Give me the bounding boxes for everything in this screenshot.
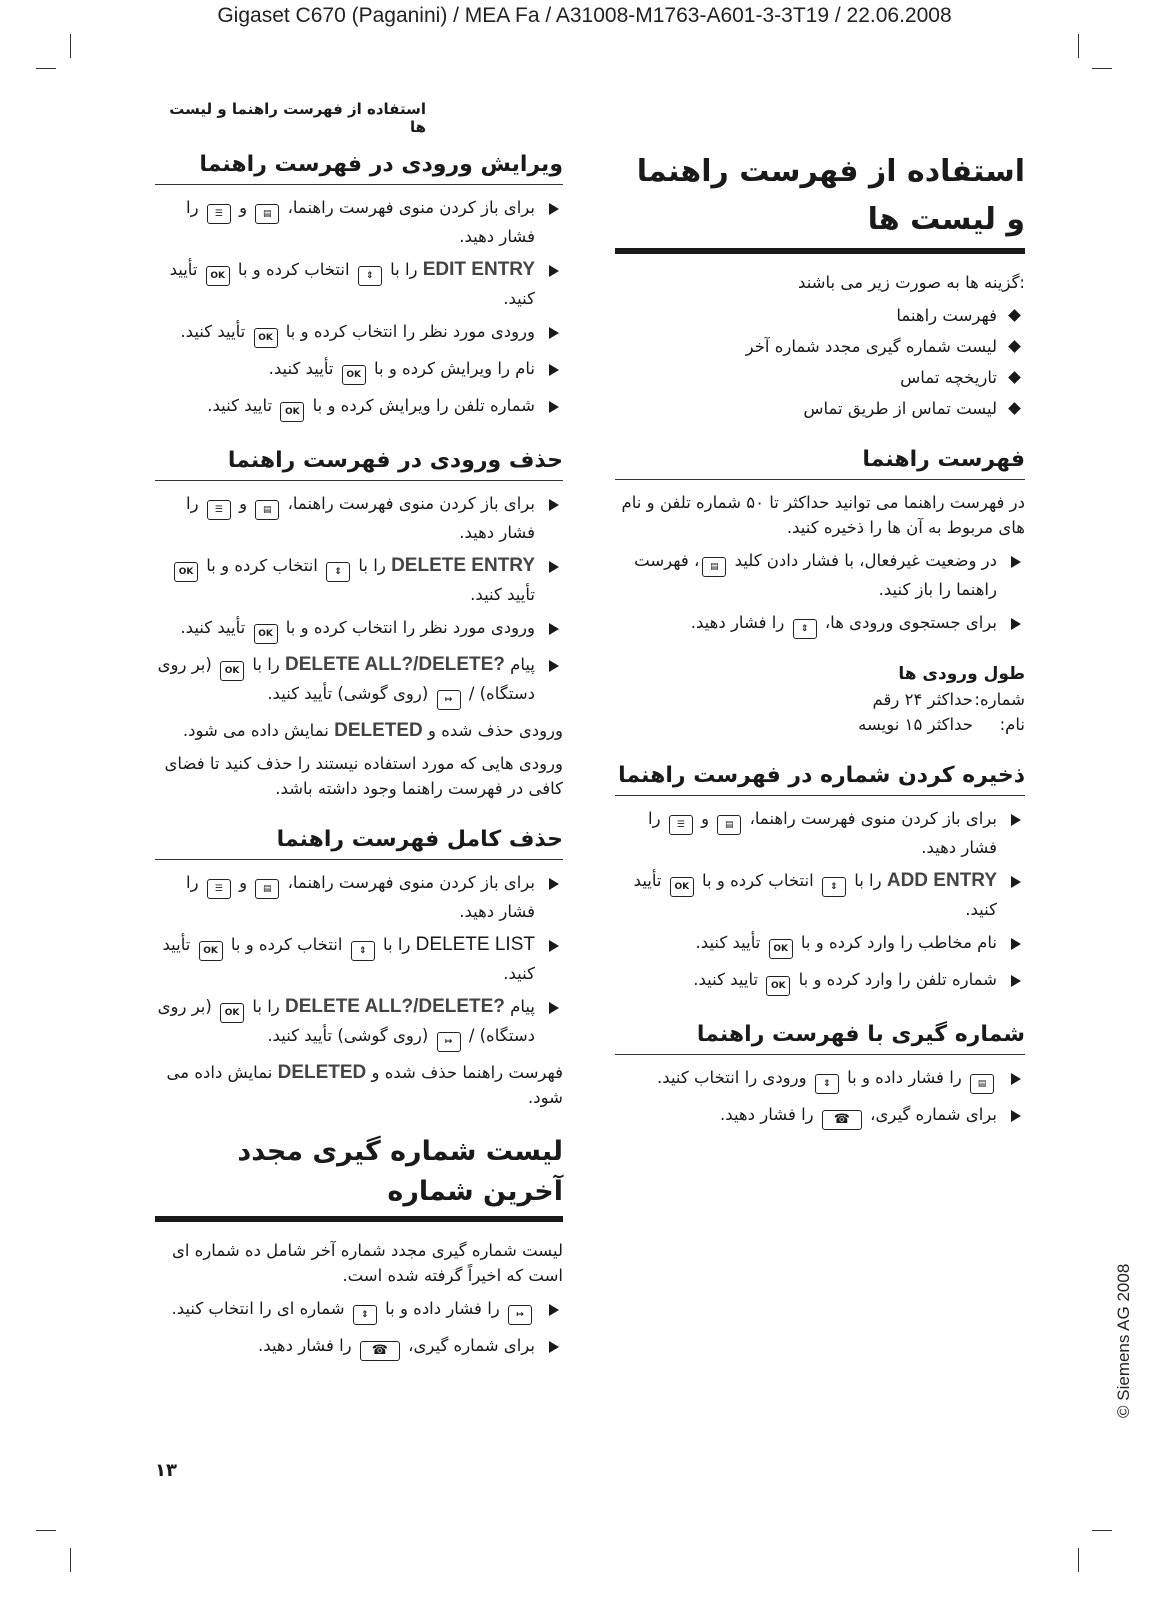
- ok-key-icon: OK: [769, 939, 793, 959]
- note: ورودی حذف شده و DELETED نمایش داده می شود.: [182, 720, 563, 741]
- talk-key-icon: ☎: [822, 1110, 862, 1130]
- navigation-key-icon: ⇕: [822, 877, 846, 897]
- step-item: پیام DELETE ALL?/DELETE? را با OK (بر روی دستگاه) / ↦ (روی گوشی) تأیید کنید.: [155, 652, 563, 710]
- crop-mark: [70, 1548, 71, 1572]
- ok-key-icon: OK: [342, 365, 366, 385]
- page-number: ۱۳: [155, 1460, 177, 1481]
- navigation-key-icon: ⇕: [815, 1074, 839, 1094]
- talk-key-icon: ☎: [360, 1341, 400, 1361]
- note: فهرست راهنما حذف شده و DELETED نمایش داده می شود.: [166, 1062, 563, 1107]
- ok-key-icon: OK: [254, 328, 278, 348]
- phonebook-key-icon: ▤: [255, 500, 279, 520]
- step-item: برای باز کردن منوی فهرست راهنما، ▤ و ☰ را فشار دهید.: [615, 806, 1025, 860]
- section-delete-list: [155, 823, 563, 1110]
- crop-mark: [36, 68, 56, 69]
- step-item: ورودی مورد نظر را انتخاب کرده و با OK تأیید کنید.: [155, 615, 563, 644]
- crop-mark: [1092, 68, 1112, 69]
- section-edit-entry: [155, 148, 563, 422]
- ok-key-icon: OK: [280, 402, 304, 422]
- length-row: نام: حداکثر ۱۵ نویسه: [858, 715, 1025, 734]
- phonebook-key-icon: ▤: [970, 1074, 994, 1094]
- ok-key-icon: OK: [199, 941, 223, 961]
- list-item: تاریخچه تماس: [615, 365, 1025, 390]
- navigation-key-icon: ⇕: [353, 1305, 377, 1325]
- document-header: Gigaset C670 (Paganini) / MEA Fa / A31008-M1763-A601-3-3T19 / 22.06.2008: [217, 4, 952, 27]
- section-title: فهرست راهنما: [615, 443, 1025, 480]
- subsection-title: طول ورودی ها: [898, 664, 1025, 684]
- step-item: برای جستجوی ورودی ها، ⇕ را فشار دهید.: [615, 610, 1025, 639]
- section-title: ذخیره کردن شماره در فهرست راهنما: [615, 759, 1025, 796]
- step-item: ADD ENTRY را با ⇕ انتخاب کرده و با OK تأیید کنید.: [615, 868, 1025, 922]
- length-row: شماره: حداکثر ۲۴ رقم: [872, 690, 1025, 709]
- crop-mark: [1078, 34, 1079, 58]
- ok-key-icon: OK: [174, 562, 198, 582]
- step-item: شماره تلفن را وارد کرده و با OK تایید کنید.: [615, 967, 1025, 996]
- section-title: ویرایش ورودی در فهرست راهنما: [155, 148, 563, 185]
- crop-mark: [70, 34, 71, 58]
- ok-key-icon: OK: [206, 266, 230, 286]
- step-item: ورودی مورد نظر را انتخاب کرده و با OK تأیید کنید.: [155, 319, 563, 348]
- redial-key-icon: ↦: [437, 690, 461, 710]
- ok-key-icon: OK: [254, 624, 278, 644]
- step-item: برای باز کردن منوی فهرست راهنما، ▤ و ☰ را فشار دهید.: [155, 195, 563, 249]
- navigation-key-icon: ⇕: [793, 619, 817, 639]
- section-phonebook: [615, 443, 1025, 639]
- section-entry-lengths: [615, 661, 1025, 737]
- step-item: DELETE LIST را با ⇕ انتخاب کرده و با OK تأیید کنید.: [155, 932, 563, 986]
- phonebook-key-icon: ▤: [717, 815, 741, 835]
- section-title: حذف ورودی در فهرست راهنما: [155, 444, 563, 481]
- copyright-notice: © Siemens AG 2008: [1114, 1263, 1133, 1418]
- menu-key-icon: ☰: [207, 204, 231, 224]
- phonebook-key-icon: ▤: [255, 879, 279, 899]
- navigation-key-icon: ⇕: [358, 266, 382, 286]
- note: ورودی هایی که مورد استفاده نیستند را حذف کنید تا فضای کافی در فهرست راهنما وجود داشته باشد.: [164, 754, 563, 798]
- right-column: [615, 148, 1025, 1152]
- crop-mark: [1078, 1548, 1079, 1572]
- redial-key-icon: ↦: [437, 1032, 461, 1052]
- menu-key-icon: ☰: [207, 500, 231, 520]
- step-item: ▤ را فشار داده و با ⇕ ورودی را انتخاب کنید.: [615, 1065, 1025, 1094]
- intro-text: :گزینه ها به صورت زیر می باشند: [798, 273, 1025, 292]
- section-dial-from-phonebook: [615, 1018, 1025, 1130]
- crop-mark: [36, 1530, 56, 1531]
- step-item: برای شماره گیری، ☎ را فشار دهید.: [155, 1333, 563, 1361]
- left-column: [155, 148, 563, 1383]
- redial-key-icon: ↦: [508, 1305, 532, 1325]
- section-title: حذف کامل فهرست راهنما: [155, 823, 563, 860]
- options-list: [615, 303, 1025, 421]
- paragraph: لیست شماره گیری مجدد شماره آخر شامل ده شماره ای است که اخیراً گرفته شده است.: [171, 1241, 563, 1285]
- phonebook-key-icon: ▤: [702, 557, 726, 577]
- step-item: برای باز کردن منوی فهرست راهنما، ▤ و ☰ را فشار دهید.: [155, 491, 563, 545]
- section-save-number: [615, 759, 1025, 996]
- step-item: نام مخاطب را وارد کرده و با OK تأیید کنید.: [615, 930, 1025, 959]
- paragraph: در فهرست راهنما می توانید حداکثر تا ۵۰ شماره تلفن و نام های مربوط به آن ها را ذخیره کنید.: [621, 493, 1025, 537]
- step-item: برای باز کردن منوی فهرست راهنما، ▤ و ☰ را فشار دهید.: [155, 870, 563, 924]
- step-item: ↦ را فشار داده و با ⇕ شماره ای را انتخاب کنید.: [155, 1296, 563, 1325]
- ok-key-icon: OK: [220, 661, 244, 681]
- page-title: استفاده از فهرست راهنما و لیست ها: [615, 148, 1025, 254]
- step-item: پیام DELETE ALL?/DELETE? را با OK (بر روی دستگاه) / ↦ (روی گوشی) تأیید کنید.: [155, 994, 563, 1052]
- menu-key-icon: ☰: [669, 815, 693, 835]
- phonebook-key-icon: ▤: [255, 204, 279, 224]
- section-redial-list: [155, 1132, 563, 1361]
- step-item: DELETE ENTRY را با ⇕ انتخاب کرده و با OK تأیید کنید.: [155, 553, 563, 607]
- crop-mark: [1092, 1530, 1112, 1531]
- step-item: EDIT ENTRY را با ⇕ انتخاب کرده و با OK تأیید کنید.: [155, 257, 563, 311]
- ok-key-icon: OK: [670, 877, 694, 897]
- step-item: در وضعیت غیرفعال، با فشار دادن کلید ▤، فهرست راهنما را باز کنید.: [615, 548, 1025, 602]
- step-item: شماره تلفن را ویرایش کرده و با OK تایید کنید.: [155, 393, 563, 422]
- navigation-key-icon: ⇕: [326, 562, 350, 582]
- section-title: شماره گیری با فهرست راهنما: [615, 1018, 1025, 1055]
- navigation-key-icon: ⇕: [351, 941, 375, 961]
- ok-key-icon: OK: [766, 976, 790, 996]
- list-item: لیست تماس از طریق تماس: [615, 396, 1025, 421]
- step-item: نام را ویرایش کرده و با OK تأیید کنید.: [155, 356, 563, 385]
- step-item: برای شماره گیری، ☎ را فشار دهید.: [615, 1102, 1025, 1130]
- section-delete-entry: [155, 444, 563, 801]
- ok-key-icon: OK: [220, 1003, 244, 1023]
- menu-key-icon: ☰: [207, 879, 231, 899]
- list-item: لیست شماره گیری مجدد شماره آخر: [615, 334, 1025, 359]
- list-item: فهرست راهنما: [615, 303, 1025, 328]
- running-head: استفاده از فهرست راهنما و لیست ها: [169, 100, 426, 136]
- section-title: لیست شماره گیری مجدد آخرین شماره: [155, 1132, 563, 1222]
